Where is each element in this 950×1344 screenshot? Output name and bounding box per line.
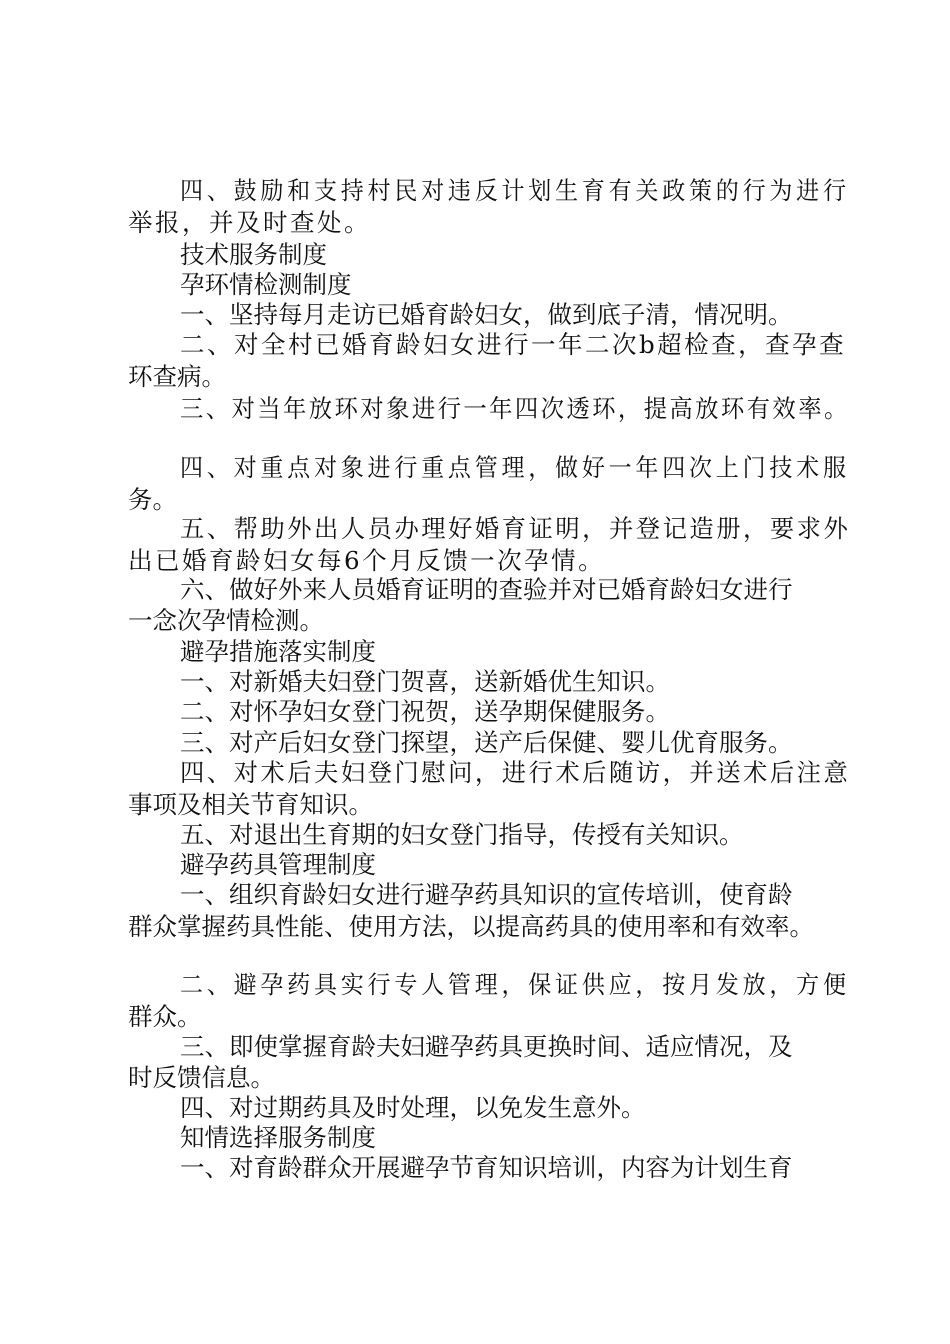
paragraph-line: 三、对产后妇女登门探望，送产后保健、婴儿优育服务。 xyxy=(180,728,793,757)
paragraph-line: 五、对退出生育期的妇女登门指导，传授有关知识。 xyxy=(180,820,744,849)
section-heading: 孕环情检测制度 xyxy=(180,270,352,299)
paragraph-line: 二、对怀孕妇女登门祝贺，送孕期保健服务。 xyxy=(180,697,670,726)
paragraph-line: 一、对新婚夫妇登门贺喜，送新婚优生知识。 xyxy=(180,667,670,696)
paragraph-line: 二、避孕药具实行专人管理，保证供应，按月发放，方便 xyxy=(180,970,850,999)
paragraph-line: 一、坚持每月走访已婚育龄妇女，做到底子清，情况明。 xyxy=(180,300,793,329)
paragraph-line: 事项及相关节育知识。 xyxy=(128,790,373,819)
paragraph-line: 群众。 xyxy=(128,1002,202,1031)
section-heading: 技术服务制度 xyxy=(180,240,327,269)
paragraph-line: 群众掌握药具性能、使用方法，以提高药具的使用率和有效率。 xyxy=(128,912,814,941)
paragraph-line: 三、对当年放环对象进行一年四次透环，提高放环有效率。 xyxy=(180,394,850,423)
paragraph-line: 四、对过期药具及时处理，以免发生意外。 xyxy=(180,1093,646,1122)
paragraph-line: 六、做好外来人员婚育证明的查验并对已婚育龄妇女进行 xyxy=(180,575,793,604)
paragraph-line: 一、组织育龄妇女进行避孕药具知识的宣传培训，使育龄 xyxy=(180,880,793,909)
paragraph-line: 四、鼓励和支持村民对违反计划生育有关政策的行为进行 xyxy=(180,176,850,205)
paragraph-line: 四、对术后夫妇登门慰问，进行术后随访，并送术后注意 xyxy=(180,758,851,787)
paragraph-line: 时反馈信息。 xyxy=(128,1063,275,1092)
section-heading: 避孕措施落实制度 xyxy=(180,637,376,666)
paragraph-line: 二、对全村已婚育龄妇女进行一年二次b超检查，查孕查 xyxy=(180,330,847,359)
paragraph-line: 一念次孕情检测。 xyxy=(128,606,324,635)
paragraph-line: 四、对重点对象进行重点管理，做好一年四次上门技术服 xyxy=(180,453,850,482)
paragraph-line: 三、即使掌握育龄夫妇避孕药具更换时间、适应情况，及 xyxy=(180,1032,793,1061)
paragraph-line: 五、帮助外出人员办理好婚育证明，并登记造册，要求外 xyxy=(180,514,851,543)
paragraph-line: 举报，并及时查处。 xyxy=(128,208,371,237)
paragraph-line: 环查病。 xyxy=(128,362,226,391)
paragraph-line: 务。 xyxy=(128,485,177,514)
section-heading: 知情选择服务制度 xyxy=(180,1123,376,1152)
section-heading: 避孕药具管理制度 xyxy=(180,850,376,879)
paragraph-line: 出已婚育龄妇女每6个月反馈一次孕情。 xyxy=(128,546,606,575)
paragraph-line: 一、对育龄群众开展避孕节育知识培训，内容为计划生育 xyxy=(180,1153,793,1182)
